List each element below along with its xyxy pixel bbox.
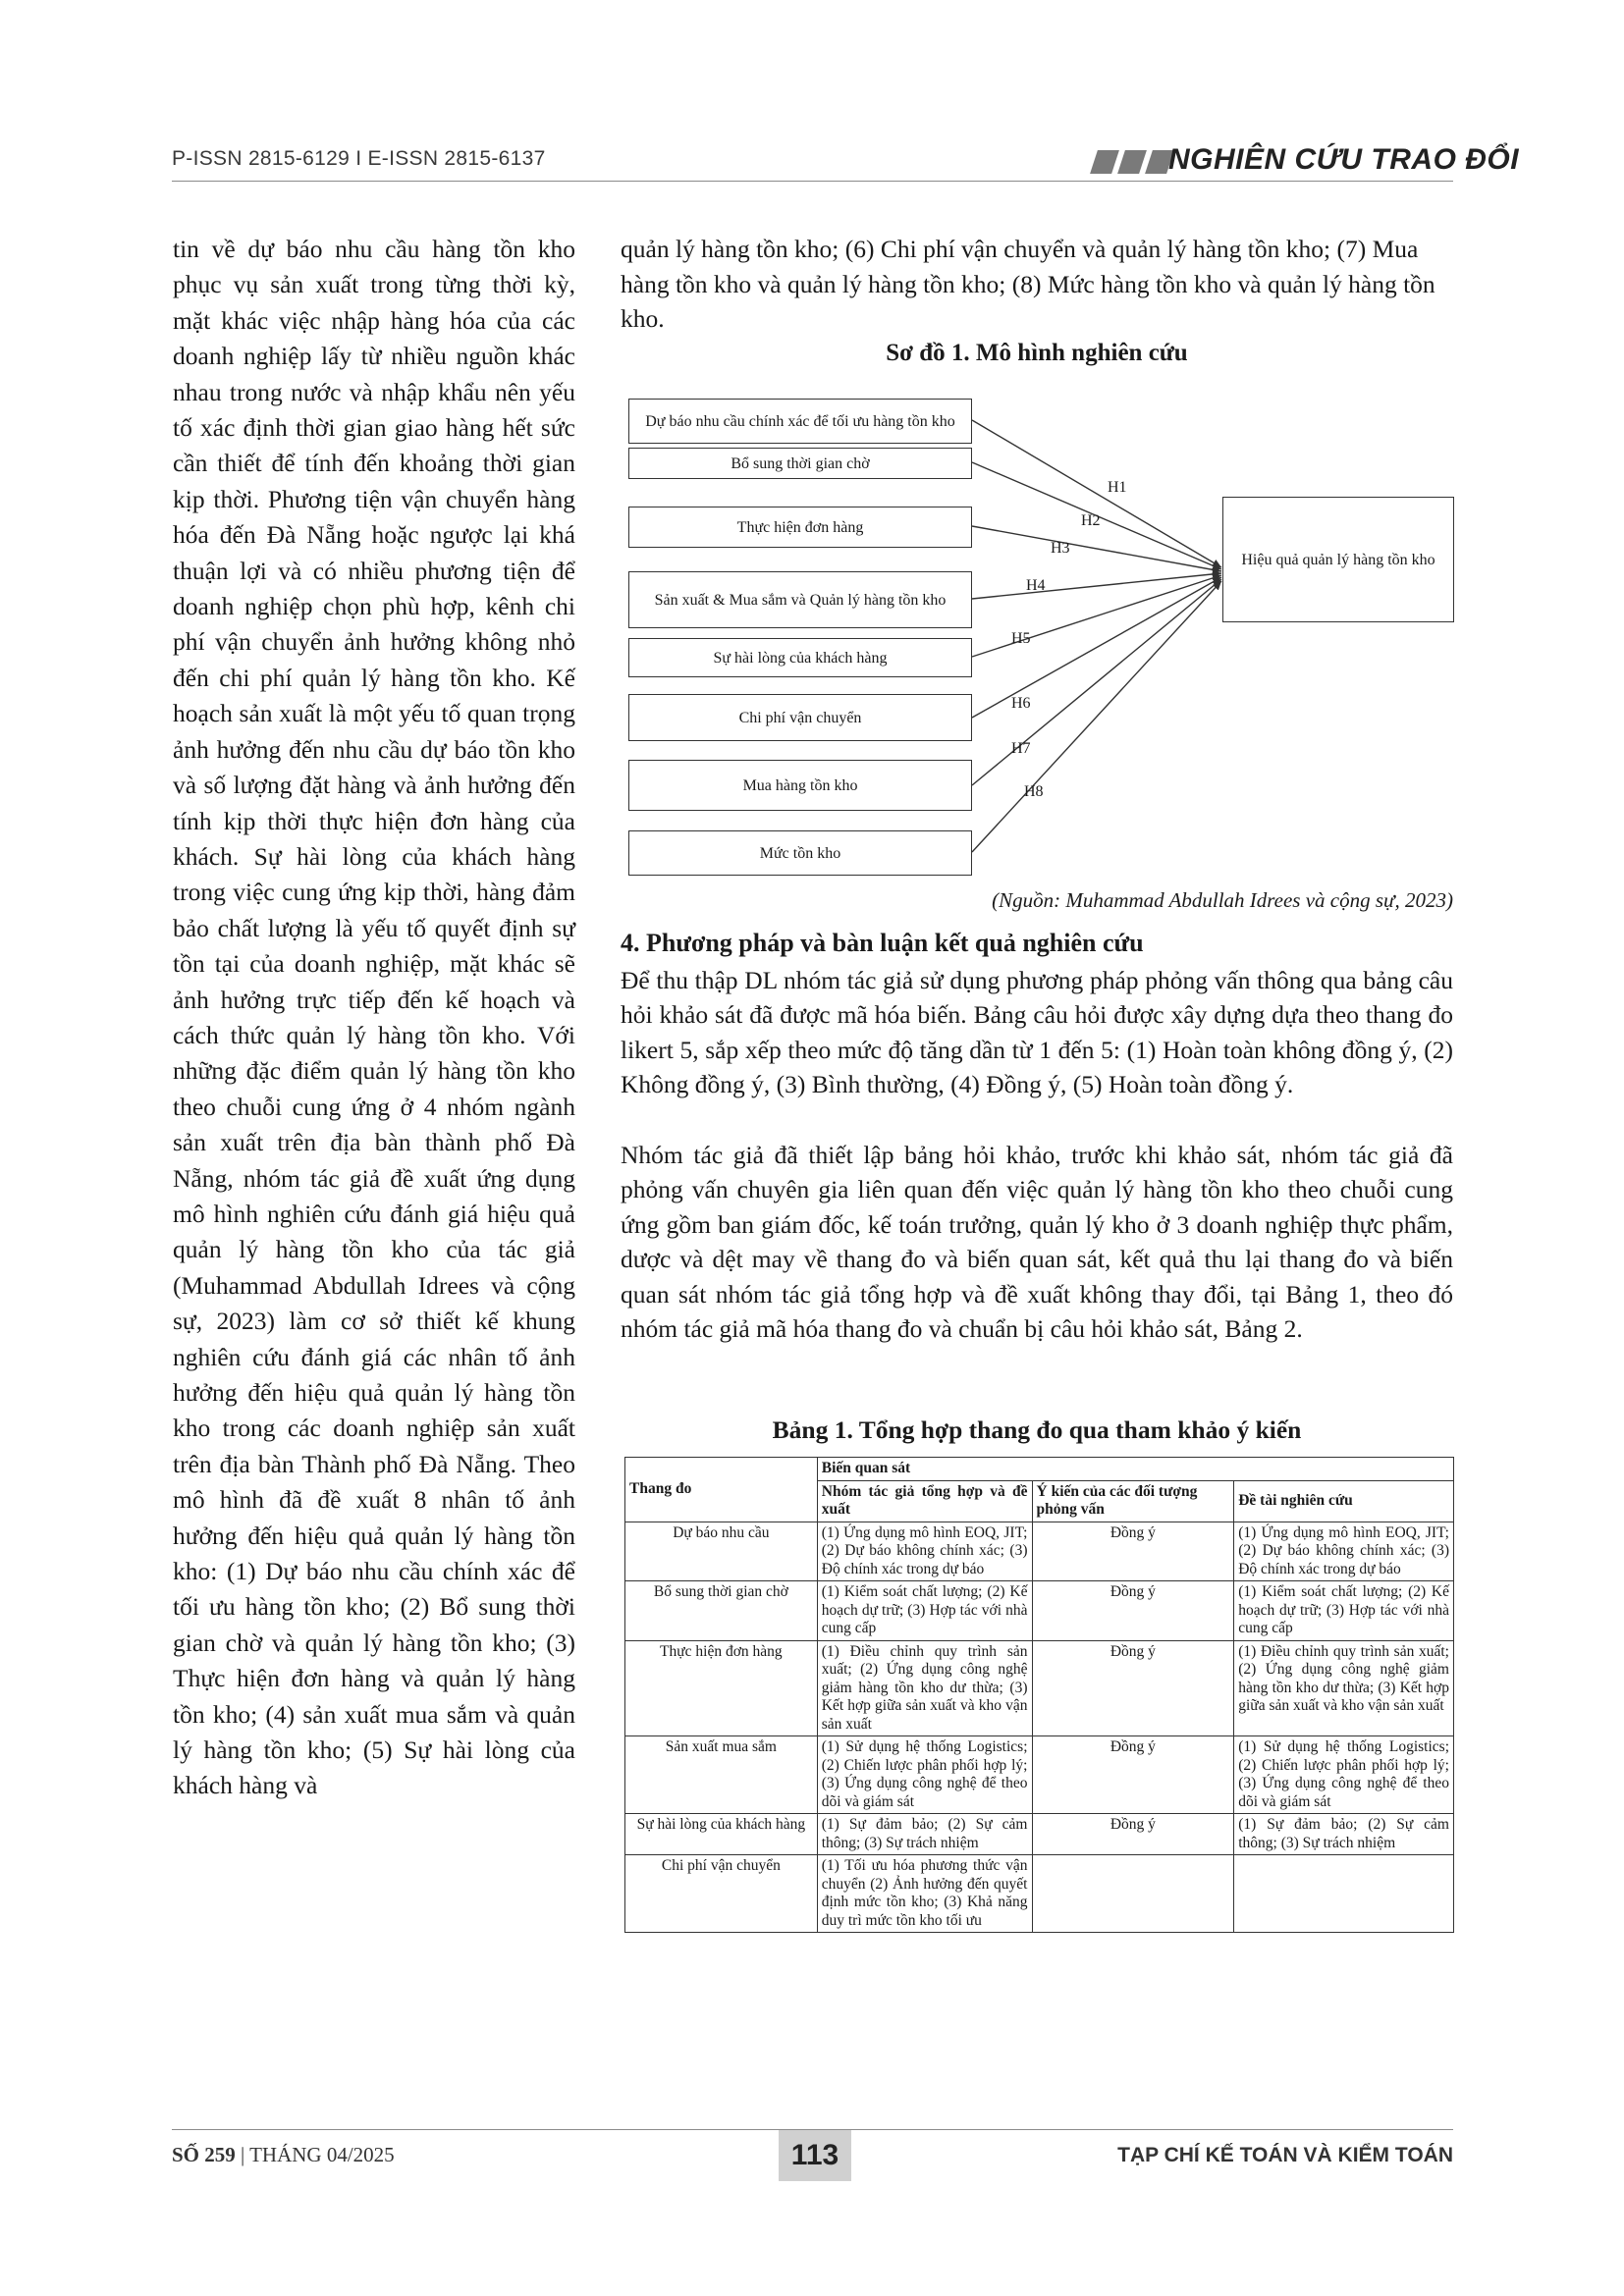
factor-box-8: Mức tồn kho xyxy=(628,830,972,876)
hypothesis-label-h3: H3 xyxy=(1051,540,1070,557)
table-cell-research: (1) Điều chỉnh quy trình sản xuất; (2) Ứng dụng công nghệ giảm hàng tồn kho dư thừa; (3) Kết hợp giữa sản xuất và kho vận sản xuất xyxy=(1234,1640,1454,1736)
factor-box-4: Sản xuất & Mua sắm và Quản lý hàng tồn kho xyxy=(628,571,972,628)
table-cell-research: (1) Sử dụng hệ thống Logistics; (2) Chiến lược phân phối hợp lý; (3) Ứng dụng công nghệ để theo dõi và giám sát xyxy=(1234,1736,1454,1814)
section-heading: 4. Phương pháp và bàn luận kết quả nghiên cứu xyxy=(621,929,1144,957)
table-cell-opinion: Đồng ý xyxy=(1032,1640,1234,1736)
factor-box-7: Mua hàng tồn kho xyxy=(628,760,972,811)
footer-issue-number: SỐ 259 xyxy=(172,2143,236,2166)
factor-box-6: Chi phí vận chuyển xyxy=(628,694,972,741)
table-cell-research: (1) Sự đảm bảo; (2) Sự cảm thông; (3) Sự trách nhiệm xyxy=(1234,1814,1454,1855)
factor-box-5: Sự hài lòng của khách hàng xyxy=(628,638,972,677)
table-header-group: Biến quan sát xyxy=(817,1458,1453,1481)
research-model-diagram xyxy=(628,395,1453,883)
hypothesis-label-h5: H5 xyxy=(1011,630,1031,647)
table-header-proposed: Nhóm tác giả tổng hợp và đề xuất xyxy=(817,1480,1032,1522)
table-cell-opinion: Đồng ý xyxy=(1032,1581,1234,1641)
footer-journal-name: TẠP CHÍ KẾ TOÁN VÀ KIỂM TOÁN xyxy=(1117,2144,1453,2166)
table-cell-proposed: (1) Tối ưu hóa phương thức vận chuyển (2) Ảnh hưởng đến quyết định mức tồn kho; (3) Khả năng duy trì mức tồn kho tối ưu xyxy=(817,1855,1032,1933)
diagram-source: (Nguồn: Muhammad Abdullah Idrees và cộng sự, 2023) xyxy=(992,888,1453,912)
footer-issue xyxy=(172,2143,395,2167)
paragraph-survey: Nhóm tác giả đã thiết lập bảng hỏi khảo, trước khi khảo sát, nhóm tác giả đã phỏng vấn chuyên gia liên quan đến việc quản lý hàng tồn kho theo chuỗi cung ứng gồm ban giám đốc, kế toán trưởng, quản lý kho ở 3 doanh nghiệp thực phẩm, dược và dệt may về thang đo và biến quan sát, kết quả thu lại thang đo và biến quan sát nhóm tác giả tổng hợp và đề xuất không thay đổi, tại Bảng 1, theo đó nhóm tác giả mã hóa thang đo và chuẩn bị câu hỏi khảo sát, Bảng 2. xyxy=(621,1141,1453,1344)
hypothesis-label-h2: H2 xyxy=(1081,512,1101,529)
table-cell-opinion xyxy=(1032,1855,1234,1933)
hypothesis-label-h8: H8 xyxy=(1024,783,1044,800)
table-cell-proposed: (1) Ứng dụng mô hình EOQ, JIT; (2) Dự báo không chính xác; (3) Độ chính xác trong dự báo xyxy=(817,1522,1032,1581)
paragraph-method: Để thu thập DL nhóm tác giả sử dụng phương pháp phỏng vấn thông qua bảng câu hỏi khảo sát đã được mã hóa biến. Bảng câu hỏi được xây dựng dựa theo thang đo likert 5, sắp xếp theo mức độ tăng dần từ 1 đến 5: (1) Hoàn toàn không đồng ý, (2) Không đồng ý, (3) Bình thường, (4) Đồng ý, (5) Hoàn toàn đồng ý. xyxy=(621,966,1453,1099)
factor-box-3: Thực hiện đơn hàng xyxy=(628,507,972,548)
table-cell-opinion: Đồng ý xyxy=(1032,1522,1234,1581)
table-header-opinion: Ý kiến của các đối tượng phỏng vấn xyxy=(1032,1480,1234,1522)
table-header-scale: Thang đo xyxy=(625,1458,818,1522)
table-cell-research xyxy=(1234,1855,1454,1933)
table-cell-proposed: (1) Sử dụng hệ thống Logistics; (2) Chiến lược phân phối hợp lý; (3) Ứng dụng công nghệ để theo dõi và giám sát xyxy=(817,1736,1032,1814)
table-caption: Bảng 1. Tổng hợp thang đo qua tham khảo ý kiến xyxy=(772,1415,1302,1444)
table-cell-proposed: (1) Điều chỉnh quy trình sản xuất; (2) Ứng dụng công nghệ giảm hàng tồn kho dư thừa; (3) Kết hợp giữa sản xuất và kho vận sản xuất xyxy=(817,1640,1032,1736)
left-column-text: tin về dự báo nhu cầu hàng tồn kho phục vụ sản xuất trong từng thời kỳ, mặt khác việc nhập hàng hóa của các doanh nghiệp lấy từ nhiều nguồn khác nhau trong nước và nhập khẩu nên yếu tố xác định thời gian giao hàng hết sức cần thiết để tính đến khoảng thời gian kịp thời. Phương tiện vận chuyển hàng hóa đến Đà Nẵng hoặc ngược lại khá thuận lợi và có nhiều phương tiện để doanh nghiệp chọn phù hợp, kênh chi phí vận chuyển ảnh hưởng không nhỏ đến chi phí quản lý hàng tồn kho. Kế hoạch sản xuất là một yếu tố quan trọng ảnh hưởng đến nhu cầu dự báo tồn kho và số lượng đặt hàng và ảnh hưởng đến tính kịp thời thực hiện đơn hàng của khách. Sự hài lòng của khách hàng trong việc cung ứng kịp thời, hàng đảm bảo chất lượng là yếu tố quyết định sự tồn tại của doanh nghiệp, mặt khác sẽ ảnh hưởng trực tiếp đến kế hoạch và cách thức quản lý hàng tồn kho. Với những đặc điểm quản lý hàng tồn kho theo chuỗi cung ứng ở 4 nhóm ngành sản xuất trên địa bàn thành phố Đà Nẵng, nhóm tác giả đề xuất ứng dụng mô hình nghiên cứu đánh giá hiệu quả quản lý hàng tồn kho của tác giả (Muhammad Abdullah Idrees và cộng sự, 2023) làm cơ sở thiết kế khung nghiên cứu đánh giá các nhân tố ảnh hưởng đến hiệu quả quản lý hàng tồn kho trong các doanh nghiệp sản xuất trên địa bàn Thành phố Đà Nẵng. Theo mô hình đã đề xuất 8 nhân tố ảnh hưởng đến hiệu quả quản lý hàng tồn kho: (1) Dự báo nhu cầu chính xác để tối ưu hàng tồn kho; (2) Bổ sung thời gian chờ và quản lý hàng tồn kho; (3) Thực hiện đơn hàng và quản lý hàng tồn kho; (4) sản xuất mua sắm và quản lý hàng tồn kho; (5) Sự hài lòng của khách hàng và xyxy=(173,235,575,1800)
right-column-intro: quản lý hàng tồn kho; (6) Chi phí vận chuyển và quản lý hàng tồn kho; (7) Mua hàng tồn kho và quản lý hàng tồn kho; (8) Mức hàng tồn kho và quản lý hàng tồn kho. xyxy=(621,235,1435,333)
table-cell-scale: Chi phí vận chuyển xyxy=(625,1855,818,1933)
header-bars-decoration xyxy=(1094,150,1170,174)
factor-box-2: Bổ sung thời gian chờ xyxy=(628,448,972,479)
header-issn: P-ISSN 2815-6129 I E-ISSN 2815-6137 xyxy=(172,147,546,170)
table-cell-opinion: Đồng ý xyxy=(1032,1814,1234,1855)
table-header-row-1 xyxy=(625,1458,1454,1481)
factor-box-1: Dự báo nhu cầu chính xác để tối ưu hàng tồn kho xyxy=(628,399,972,444)
table-cell-research: (1) Ứng dụng mô hình EOQ, JIT; (2) Dự báo không chính xác; (3) Độ chính xác trong dự báo xyxy=(1234,1522,1454,1581)
table-header-research: Đề tài nghiên cứu xyxy=(1234,1480,1454,1522)
header-divider xyxy=(172,181,1453,182)
header-section-title: NGHIÊN CỨU TRAO ĐỔI xyxy=(1168,143,1520,176)
table-row xyxy=(625,1581,1454,1641)
hypothesis-label-h4: H4 xyxy=(1026,577,1046,594)
scale-summary-table xyxy=(624,1457,1454,1933)
table-cell-scale: Bổ sung thời gian chờ xyxy=(625,1581,818,1641)
table-row xyxy=(625,1814,1454,1855)
table-cell-proposed: (1) Kiểm soát chất lượng; (2) Kế hoạch dự trữ; (3) Hợp tác với nhà cung cấp xyxy=(817,1581,1032,1641)
hypothesis-label-h7: H7 xyxy=(1011,740,1031,757)
table-row xyxy=(625,1522,1454,1581)
hypothesis-label-h1: H1 xyxy=(1108,479,1127,496)
diagram-caption: Sơ đồ 1. Mô hình nghiên cứu xyxy=(886,340,1188,366)
table-row xyxy=(625,1855,1454,1933)
table-cell-scale: Sự hài lòng của khách hàng xyxy=(625,1814,818,1855)
table-cell-proposed: (1) Sự đảm bảo; (2) Sự cảm thông; (3) Sự trách nhiệm xyxy=(817,1814,1032,1855)
table-row xyxy=(625,1640,1454,1736)
table-cell-research: (1) Kiểm soát chất lượng; (2) Kế hoạch dự trữ; (3) Hợp tác với nhà cung cấp xyxy=(1234,1581,1454,1641)
table-cell-scale: Dự báo nhu cầu xyxy=(625,1522,818,1581)
hypothesis-label-h6: H6 xyxy=(1011,695,1031,712)
table-cell-opinion: Đồng ý xyxy=(1032,1736,1234,1814)
table-cell-scale: Sản xuất mua sắm xyxy=(625,1736,818,1814)
table-cell-scale: Thực hiện đơn hàng xyxy=(625,1640,818,1736)
footer-page-number: 113 xyxy=(779,2130,851,2181)
target-box-inventory-efficiency: Hiệu quả quản lý hàng tồn kho xyxy=(1222,497,1454,622)
table-row xyxy=(625,1736,1454,1814)
footer-issue-month: | THÁNG 04/2025 xyxy=(235,2143,395,2166)
